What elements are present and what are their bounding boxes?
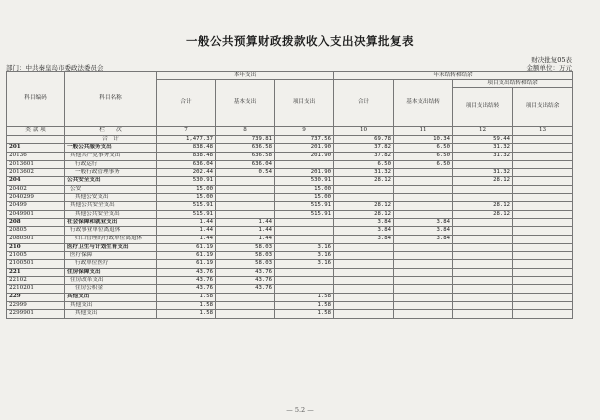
row-value: 838.48 [157, 152, 216, 160]
row-value: 58.03 [216, 243, 275, 251]
row-value [275, 285, 334, 293]
row-value: 515.91 [157, 202, 216, 210]
row-code: 201 [7, 144, 65, 152]
row-value [513, 277, 573, 285]
row-value [394, 177, 453, 185]
row-value [394, 301, 453, 309]
row-value: 28.12 [334, 210, 394, 218]
row-value [216, 310, 275, 318]
row-value [453, 277, 513, 285]
row-value [275, 227, 334, 235]
row-value: 1.58 [157, 301, 216, 309]
table-row [7, 268, 573, 276]
col-num: 8 [216, 127, 275, 136]
row-value [216, 293, 275, 301]
table-row [7, 185, 573, 193]
row-name: 其他支出 [65, 310, 157, 318]
row-value [394, 285, 453, 293]
row-code: 204 [7, 177, 65, 185]
row-value [453, 160, 513, 168]
row-value: 43.76 [157, 285, 216, 293]
row-name: 住房改革支出 [65, 277, 157, 285]
row-value: 737.56 [275, 136, 334, 144]
row-value: 3.84 [394, 235, 453, 243]
table-row [7, 202, 573, 210]
row-value [513, 293, 573, 301]
row-value [275, 218, 334, 226]
row-code: 20805 [7, 227, 65, 235]
row-value: 515.91 [275, 210, 334, 218]
row-value [513, 260, 573, 268]
table-row [7, 252, 573, 260]
col-num: 13 [513, 127, 573, 136]
row-code: 2210201 [7, 285, 65, 293]
row-value [513, 227, 573, 235]
row-value: 3.16 [275, 243, 334, 251]
col-num: 12 [453, 127, 513, 136]
row-value: 1.44 [157, 218, 216, 226]
row-value: 202.44 [157, 169, 216, 177]
row-value [513, 160, 573, 168]
row-value [453, 185, 513, 193]
row-value [513, 169, 573, 177]
row-value: 201.90 [275, 169, 334, 177]
row-code: 2040299 [7, 194, 65, 202]
form-number: 财决批复05表 [531, 56, 572, 64]
header-carry-total: 合计 [334, 80, 394, 127]
row-value: 37.82 [334, 152, 394, 160]
table-row [7, 218, 573, 226]
row-value [453, 194, 513, 202]
row-value [394, 202, 453, 210]
row-value: 3.84 [334, 235, 394, 243]
row-value: 515.91 [157, 210, 216, 218]
row-value: 739.81 [216, 136, 275, 144]
row-value [334, 194, 394, 202]
row-value: 43.76 [216, 285, 275, 293]
row-value: 43.76 [216, 277, 275, 285]
row-name: 其他共产党事务支出 [65, 152, 157, 160]
row-code: 20136 [7, 152, 65, 160]
row-value [334, 243, 394, 251]
row-value: 3.84 [334, 218, 394, 226]
header-code: 科目编码 [7, 72, 65, 127]
budget-table [6, 71, 573, 319]
row-value: 0.54 [216, 169, 275, 177]
row-value [394, 277, 453, 285]
row-value [513, 252, 573, 260]
row-name: 其他支出 [65, 301, 157, 309]
unit-label: 金额单位：万元 [526, 64, 572, 72]
row-value: 1.44 [216, 235, 275, 243]
row-value [513, 235, 573, 243]
row-value [453, 268, 513, 276]
row-value [513, 268, 573, 276]
table-row [7, 152, 573, 160]
col-num: 10 [334, 127, 394, 136]
row-value: 3.84 [334, 227, 394, 235]
row-value: 636.58 [216, 152, 275, 160]
row-value: 530.91 [157, 177, 216, 185]
row-name: 住房保障支出 [65, 268, 157, 276]
row-value [275, 268, 334, 276]
row-value: 69.78 [334, 136, 394, 144]
row-value: 28.12 [453, 210, 513, 218]
row-value: 31.32 [453, 152, 513, 160]
row-value [453, 293, 513, 301]
row-name: 公安 [65, 185, 157, 193]
row-value: 515.91 [275, 202, 334, 210]
row-value: 3.16 [275, 252, 334, 260]
row-name: 行政单位医疗 [65, 260, 157, 268]
table-row [7, 260, 573, 268]
row-value: 59.44 [453, 136, 513, 144]
row-code: 20499 [7, 202, 65, 210]
row-value: 1.44 [157, 235, 216, 243]
table-row [7, 177, 573, 185]
table-row [7, 210, 573, 218]
row-value: 1.58 [157, 310, 216, 318]
table-row [7, 285, 573, 293]
row-value: 201.90 [275, 152, 334, 160]
col-num: 7 [157, 127, 216, 136]
row-value [216, 185, 275, 193]
header-project: 项目支出 [275, 80, 334, 127]
row-value: 636.04 [216, 160, 275, 168]
row-code: 2080501 [7, 235, 65, 243]
row-value [394, 210, 453, 218]
row-value [394, 194, 453, 202]
row-code: 22102 [7, 277, 65, 285]
row-value: 1.58 [275, 310, 334, 318]
col-num: 11 [394, 127, 453, 136]
table-row [7, 301, 573, 309]
row-value [513, 285, 573, 293]
row-value: 15.00 [157, 194, 216, 202]
row-code: 2013601 [7, 160, 65, 168]
header-carry: 年末结转和结余 [334, 72, 573, 80]
table-row [7, 293, 573, 301]
row-value [453, 227, 513, 235]
row-value: 10.34 [394, 136, 453, 144]
row-value [453, 235, 513, 243]
header-total: 合计 [157, 80, 216, 127]
row-value [334, 310, 394, 318]
row-value: 1.58 [275, 301, 334, 309]
table-row [7, 169, 573, 177]
row-name: 一般行政管理事务 [65, 169, 157, 177]
row-code: 2013602 [7, 169, 65, 177]
row-value [513, 136, 573, 144]
row-value [394, 268, 453, 276]
row-value: 1.44 [157, 227, 216, 235]
row-value: 43.76 [157, 268, 216, 276]
row-value [394, 310, 453, 318]
row-value [513, 185, 573, 193]
row-name: 住房公积金 [65, 285, 157, 293]
row-value [453, 260, 513, 268]
row-value: 37.82 [334, 144, 394, 152]
header-current: 本年支出 [157, 72, 334, 80]
table-row [7, 310, 573, 318]
table-row [7, 243, 573, 251]
row-name: 公共安全支出 [65, 177, 157, 185]
row-value: 28.12 [334, 177, 394, 185]
row-code: 2100501 [7, 260, 65, 268]
row-code: 208 [7, 218, 65, 226]
table-row [7, 136, 573, 144]
row-value [513, 194, 573, 202]
header-basic-carry: 基本支出结转 [394, 80, 453, 127]
row-value [453, 285, 513, 293]
row-value: 201.90 [275, 144, 334, 152]
header-project-carry: 项目支出结转 [453, 88, 513, 127]
row-value [334, 293, 394, 301]
row-value [394, 185, 453, 193]
row-value: 1.44 [216, 218, 275, 226]
row-code [7, 136, 65, 144]
row-value: 1.58 [275, 293, 334, 301]
header-lei: 类 [25, 127, 31, 134]
row-value: 1,477.37 [157, 136, 216, 144]
row-value [453, 310, 513, 318]
row-name: 归口管理的行政单位离退休 [65, 235, 157, 243]
row-value [453, 243, 513, 251]
row-code: 2299901 [7, 310, 65, 318]
row-value [394, 260, 453, 268]
row-name: 社会保障和就业支出 [65, 218, 157, 226]
row-value [394, 169, 453, 177]
department-label: 部门：中共秦皇岛市委政法委员会 [6, 64, 104, 72]
row-value [334, 185, 394, 193]
row-value [334, 260, 394, 268]
header-name: 科目名称 [65, 72, 157, 127]
row-value: 31.32 [334, 169, 394, 177]
row-value: 31.32 [453, 169, 513, 177]
row-value: 6.50 [394, 152, 453, 160]
table-row [7, 277, 573, 285]
row-value: 15.00 [275, 194, 334, 202]
row-value [394, 252, 453, 260]
header-lanci: 栏 次 [65, 127, 157, 136]
row-code: 22999 [7, 301, 65, 309]
row-name: 其他支出 [65, 293, 157, 301]
row-value: 58.03 [216, 252, 275, 260]
row-value [275, 235, 334, 243]
row-value [334, 277, 394, 285]
row-name: 医疗保障 [65, 252, 157, 260]
row-value [513, 301, 573, 309]
row-code: 20402 [7, 185, 65, 193]
row-value: 15.00 [275, 185, 334, 193]
row-value [453, 301, 513, 309]
row-value: 58.03 [216, 260, 275, 268]
row-value [513, 152, 573, 160]
row-value [216, 202, 275, 210]
header-xiang: 项 [40, 127, 46, 134]
row-value [394, 243, 453, 251]
row-name: 行政事业单位离退休 [65, 227, 157, 235]
row-value [216, 177, 275, 185]
row-value: 838.48 [157, 144, 216, 152]
row-value [513, 243, 573, 251]
row-value [334, 301, 394, 309]
row-value [334, 285, 394, 293]
header-project-group: 项目支出结转和结余 [453, 80, 573, 88]
row-value [513, 218, 573, 226]
row-value: 28.12 [453, 202, 513, 210]
row-value: 6.50 [394, 144, 453, 152]
row-value [334, 252, 394, 260]
document-title: 一般公共预算财政拨款收入支出决算批复表 [186, 34, 414, 48]
row-value: 1.44 [216, 227, 275, 235]
row-value: 31.32 [453, 144, 513, 152]
row-value: 61.19 [157, 252, 216, 260]
row-value: 530.91 [275, 177, 334, 185]
table-row [7, 194, 573, 202]
row-value: 43.76 [216, 268, 275, 276]
row-code: 2049901 [7, 210, 65, 218]
row-value: 43.76 [157, 277, 216, 285]
col-num: 9 [275, 127, 334, 136]
row-value [216, 301, 275, 309]
row-value [216, 210, 275, 218]
header-basic: 基本支出 [216, 80, 275, 127]
row-value: 61.19 [157, 260, 216, 268]
row-name: 医疗卫生与计划生育支出 [65, 243, 157, 251]
row-value: 6.50 [334, 160, 394, 168]
row-value [275, 160, 334, 168]
row-value: 28.12 [453, 177, 513, 185]
row-name: 行政运行 [65, 160, 157, 168]
row-name: 一般公共服务支出 [65, 144, 157, 152]
row-value: 61.19 [157, 243, 216, 251]
row-value: 28.12 [334, 202, 394, 210]
row-value: 636.04 [157, 160, 216, 168]
row-value [513, 210, 573, 218]
header-kuan: 款 [32, 127, 39, 134]
row-value: 15.00 [157, 185, 216, 193]
header-project-surplus: 项目支出结余 [513, 88, 573, 127]
row-value: 636.58 [216, 144, 275, 152]
row-value: 1.58 [157, 293, 216, 301]
row-value [334, 268, 394, 276]
row-code: 229 [7, 293, 65, 301]
row-value [453, 252, 513, 260]
row-value [453, 218, 513, 226]
row-name: 其他公安支出 [65, 194, 157, 202]
row-name: 其他公共安全支出 [65, 210, 157, 218]
row-value: 3.16 [275, 260, 334, 268]
row-value [513, 177, 573, 185]
row-value [513, 310, 573, 318]
row-name: 其他公共安全支出 [65, 202, 157, 210]
table-row [7, 160, 573, 168]
row-value [394, 293, 453, 301]
row-code: 210 [7, 243, 65, 251]
row-code: 221 [7, 268, 65, 276]
row-name: 合 计 [65, 136, 157, 144]
row-value: 6.50 [394, 160, 453, 168]
row-value: 3.84 [394, 218, 453, 226]
page-number: — 5.2 — [286, 406, 314, 414]
row-value [275, 277, 334, 285]
row-code: 21005 [7, 252, 65, 260]
row-value [513, 144, 573, 152]
row-value [216, 194, 275, 202]
row-value [513, 202, 573, 210]
table-row [7, 144, 573, 152]
table-row [7, 227, 573, 235]
table-row [7, 235, 573, 243]
row-value: 3.84 [394, 227, 453, 235]
